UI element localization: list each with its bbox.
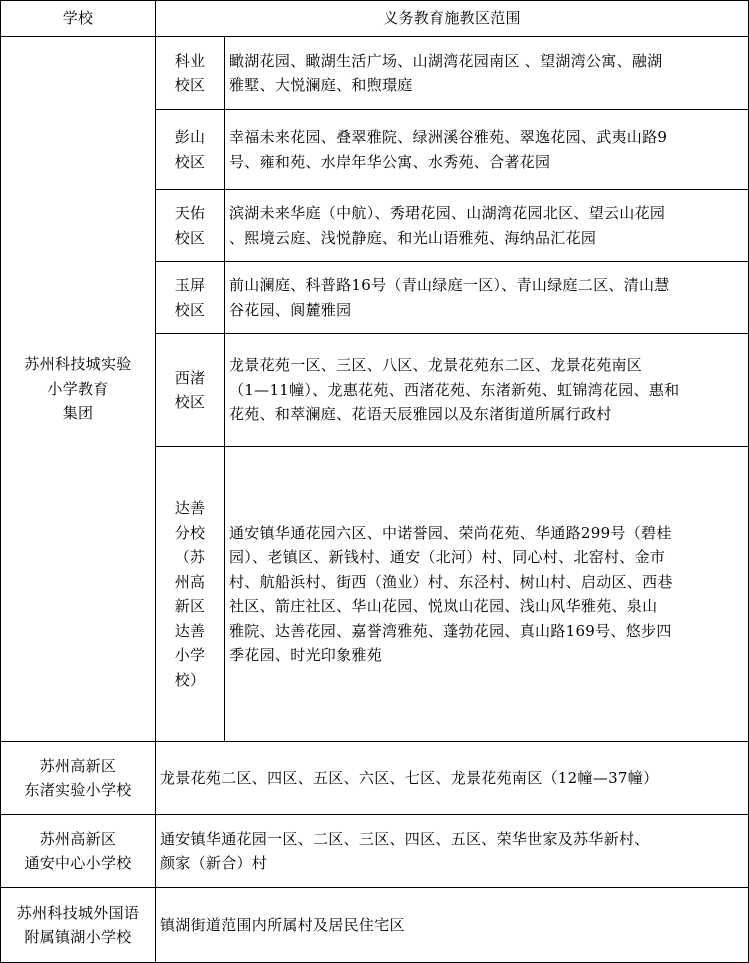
header-range: 义务教育施教区范围 [383, 9, 521, 28]
campus-name: 彭山 校区 [174, 128, 206, 171]
school-name: 苏州科技城外国语 附属镇湖小学校 [16, 903, 140, 946]
school-name: 苏州高新区 东渚实验小学校 [24, 756, 132, 799]
campus-range: 滨湖未来华庭（中航）、秀珺花园、山湖湾花园北区、望云山花园 、熙境云庭、浅悦静庭、和光山语雅苑、海纳品汇花园 [229, 204, 666, 247]
campus-name: 达善 分校 （苏 州高 新区 达善 小学 校） [174, 499, 206, 689]
campus-range: 幸福未来花园、叠翠雅院、绿洲溪谷雅苑、翠逸花园、武夷山路9 号、雍和苑、水岸年华公寓、水秀苑、合著花园 [229, 128, 668, 171]
school-range: 龙景花苑二区、四区、五区、六区、七区、龙景花苑南区（12幢—37幢） [160, 768, 659, 787]
campus-name: 科业 校区 [174, 51, 206, 94]
campus-range: 瞰湖花园、瞰湖生活广场、山湖湾花园南区 、望湖湾公寓、融湖 雅墅、大悦澜庭、和煦璟庭 [229, 51, 663, 94]
school-range: 镇湖街道范围内所属村及居民住宅区 [160, 915, 405, 934]
campus-name: 西渚 校区 [174, 368, 206, 411]
campus-name: 天佑 校区 [174, 204, 206, 247]
grid-line [224, 36, 225, 742]
group-name: 苏州科技城实验 小学教育 集团 [24, 355, 132, 423]
campus-name: 玉屏 校区 [174, 276, 206, 319]
school-name: 苏州高新区 通安中心小学校 [24, 829, 132, 872]
header-school: 学校 [62, 9, 94, 28]
campus-range: 前山澜庭、科普路16号（青山绿庭一区）、青山绿庭二区、清山慧 谷花园、阆麓雅园 [229, 276, 670, 319]
school-range: 通安镇华通花园一区、二区、三区、四区、五区、荣华世家及苏华新村、 颜家（新合）村 [160, 829, 650, 872]
campus-range: 龙景花苑一区、三区、八区、龙景花苑东二区、龙景花苑南区 （1—11幢）、龙惠花苑、西渚花苑、东渚新苑、虹锦湾花园、惠和 花苑、和萃澜庭、花语天辰雅园以及东渚街道所属行政村 [229, 356, 680, 424]
campus-range: 通安镇华通花园六区、中诺誉园、荣尚花苑、华通路299号（碧桂 园）、老镇区、新钱村、通安（北河）村、同心村、北窑村、金市 村、航船浜村、街西（渔业）村、东泾村、树山村、启动区、西巷 社区、箭庄社区、华山花园、悦岚山花园、浅山风华雅苑、泉山 雅院、达善花园、嘉誉湾雅苑、蓬勃花园、真山路169号、悠步四 季花园、时光印象雅苑 [229, 523, 673, 664]
